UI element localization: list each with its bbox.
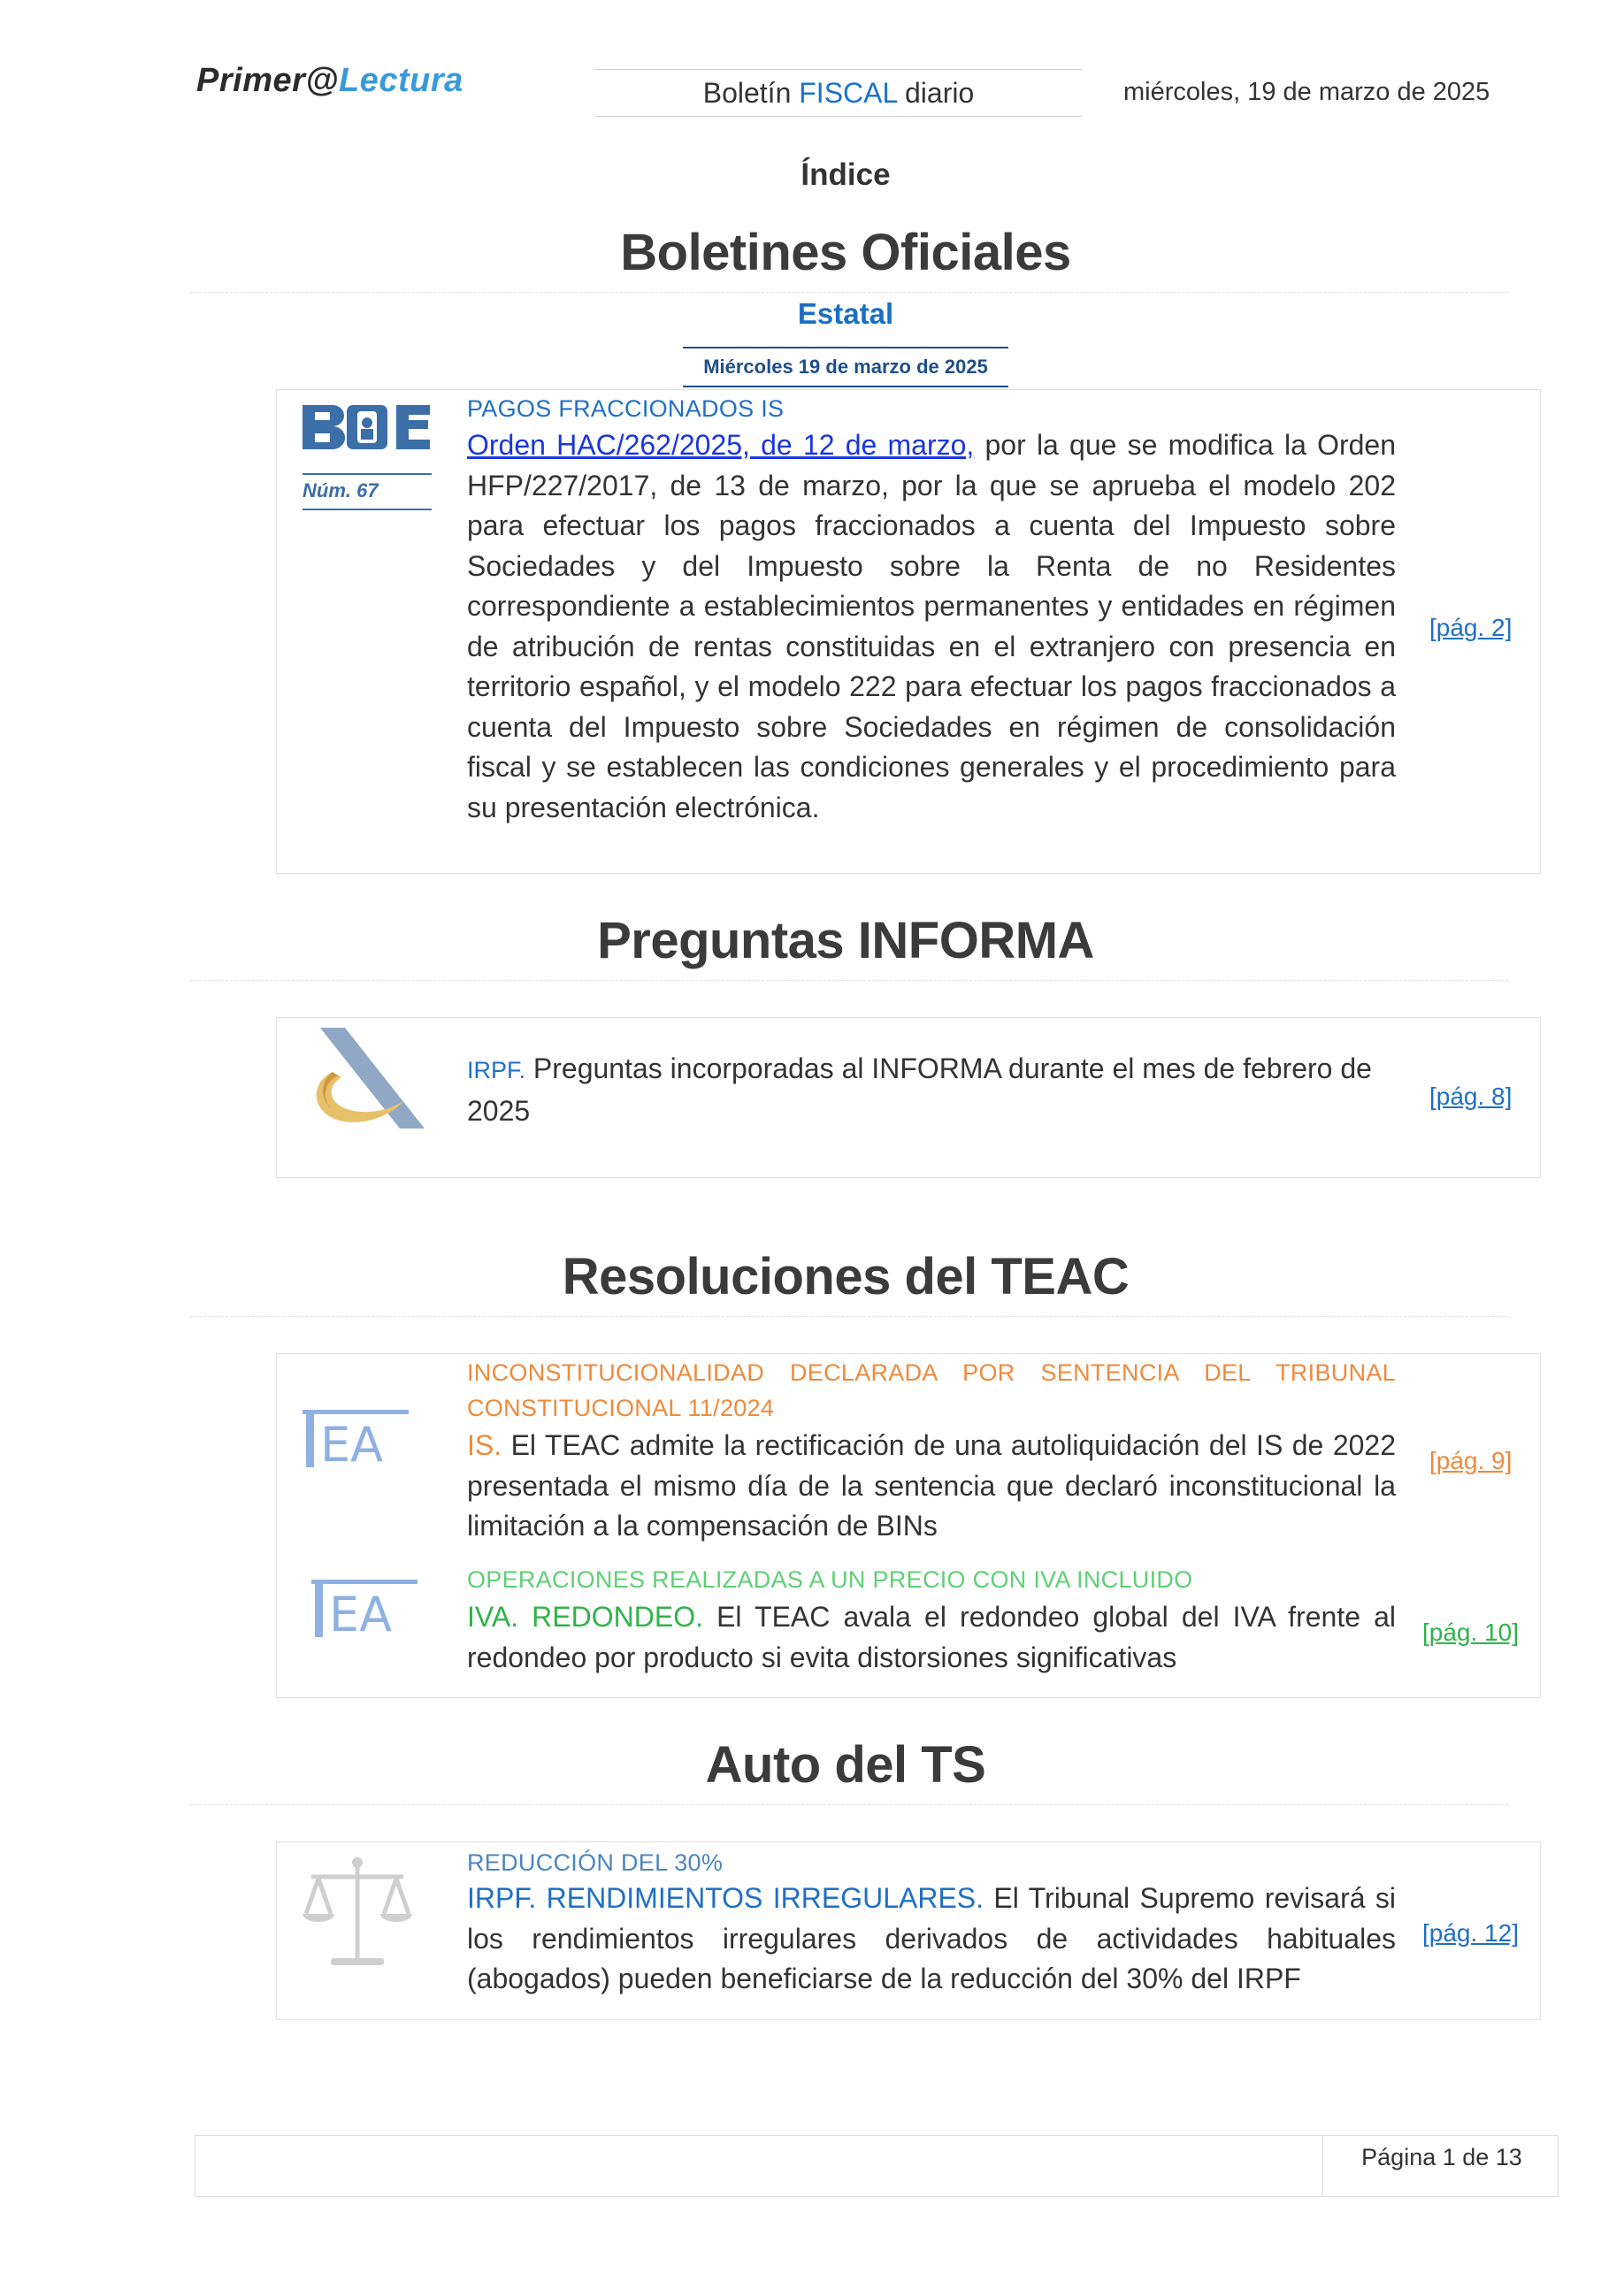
section-divider [190,980,1508,981]
index-title: Índice [801,157,891,192]
section-divider [190,1316,1508,1317]
page-link-10[interactable]: [pág. 10] [1422,1619,1519,1646]
section-title-boletines: Boletines Oficiales [620,224,1071,281]
section-title-teac: Resoluciones del TEAC [562,1248,1130,1305]
teac-logo-icon [301,1408,425,1475]
svg-text:EA: EA [320,1417,384,1473]
boe-entry-text: Orden HAC/262/2025, de 12 de marzo, por la que se modifica la Orden HFP/227/2017, de 13 de marzo, por la que se aprueba el modelo 202 para efectuar los pagos fraccionados a cuenta del Impuesto sobre Sociedades y del Impuesto sobre la Renta de no Residentes correspondiente a establecimientos permanentes y entidades en régimen de atribución de rentas constituidas en el extranjero con presencia en territorio español, y el modelo 222 para efectuar los pagos fraccionados a cuenta del Impuesto sobre Sociedades en régimen de consolidación fiscal y se establecen las condiciones generales y el procedimiento para su presentación electrónica. [467,429,1397,823]
page-link-2[interactable]: [pág. 2] [1429,614,1513,641]
boe-number: Núm. 67 [303,479,379,501]
section-title-informa: Preguntas INFORMA [597,912,1094,969]
boe-order-link[interactable]: Orden HAC/262/2025, de 12 de marzo, [467,429,975,461]
teac-logo [301,1408,425,1475]
section-title-ts: Auto del TS [705,1736,986,1794]
svg-text:EA: EA [329,1587,393,1642]
section-subtitle-estatal: Estatal [797,297,894,330]
informa-entry-text: IRPF. Preguntas incorporadas al INFORMA durante el mes de febrero de 2025 [467,1052,1372,1127]
footer-separator [1322,2135,1323,2195]
ts-entry-text: IRPF. RENDIMIENTOS IRREGULARES. El Tribunal Supremo revisará si los rendimientos irregulares derivados de actividades habituales (abogados) pueden beneficiarse de la reducción del 30% del IRPF [467,1882,1397,1994]
page-link-12[interactable]: [pág. 12] [1422,1919,1519,1947]
teac-entry-text-1: IS. El TEAC admite la rectificación de una autoliquidación del IS de 2022 presentada el mismo día de la sentencia que declaró inconstitucional la limitación a la compensación de BINs [467,1429,1396,1542]
brand-logo: Primer@Lectura [196,62,463,99]
header-date: miércoles, 19 de marzo de 2025 [1123,78,1490,106]
justice-scale-logo [295,1850,419,1974]
teac-category-1: INCONSTITUCIONALIDAD DECLARADA POR SENTENCIA DEL TRIBUNAL CONSTITUCIONAL 11/2024 [467,1359,1396,1421]
aeat-logo [301,1024,433,1135]
teac-logo [310,1578,433,1645]
boe-date-tab: Miércoles 19 de marzo de 2025 [683,347,1008,387]
ts-category: REDUCCIÓN DEL 30% [467,1849,724,1876]
teac-logo-icon [310,1578,433,1645]
page-link-8[interactable]: [pág. 8] [1429,1083,1513,1110]
page-link-9[interactable]: [pág. 9] [1429,1447,1513,1474]
teac-entry-text-2: IVA. REDONDEO. El TEAC avala el redondeo global del IVA frente al redondeo por producto si evita distorsiones significativas [467,1601,1397,1673]
scale-of-justice-icon [295,1850,419,1974]
boe-category: PAGOS FRACCIONADOS IS [467,395,785,422]
section-divider [190,292,1508,293]
section-divider [190,1804,1508,1805]
bulletin-title: Boletín FISCAL diario [595,69,1082,117]
teac-category-2: OPERACIONES REALIZADAS A UN PRECIO CON IVA INCLUIDO [467,1566,1193,1593]
tax-agency-icon [301,1024,433,1135]
page-number: Página 1 de 13 [1361,2144,1522,2170]
